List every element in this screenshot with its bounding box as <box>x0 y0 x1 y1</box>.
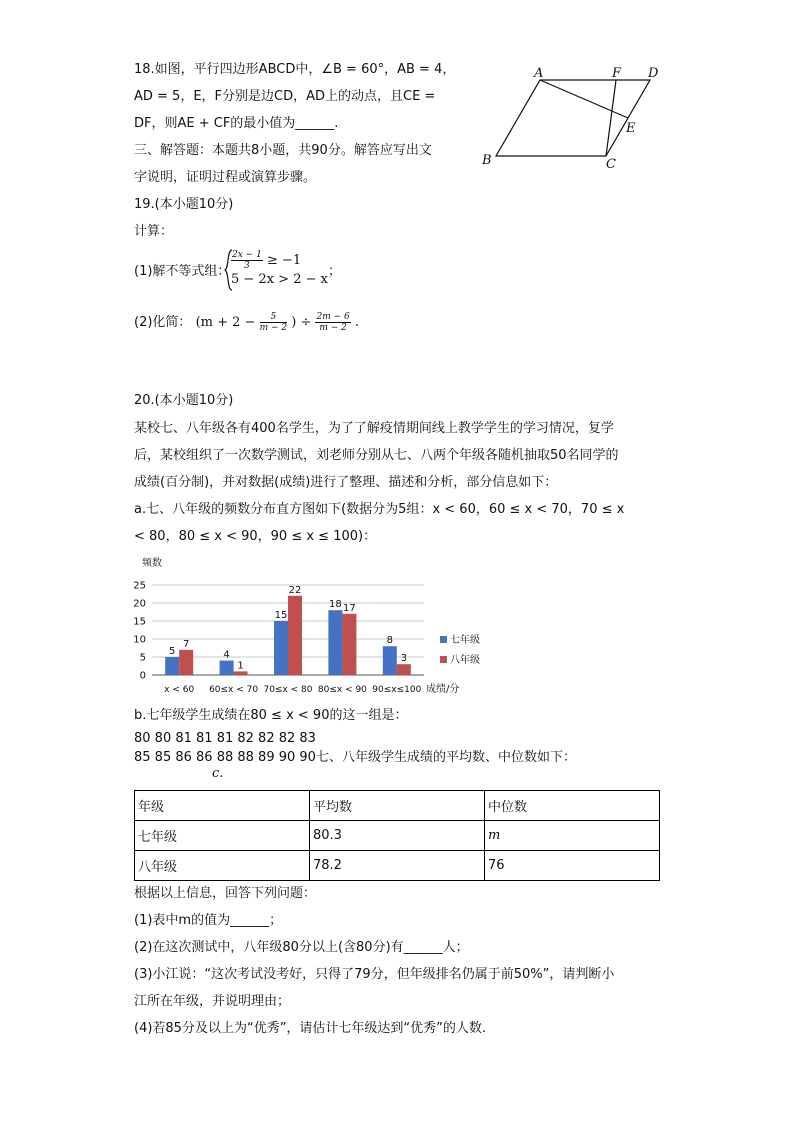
label-a: A <box>534 66 544 81</box>
table-cell: m <box>485 821 660 851</box>
q20-b-line-2-data: 85 85 86 86 88 88 89 90 90 <box>134 750 316 765</box>
bar <box>342 614 356 675</box>
stats-table <box>134 790 660 881</box>
q19-intro: 计算： <box>134 224 174 239</box>
label-d: D <box>648 66 659 81</box>
q20-c-intro: 七、八年级学生成绩的平均数、中位数如下： <box>315 750 576 765</box>
label-b: B <box>482 153 492 168</box>
table-cell: 七年级 <box>135 821 310 851</box>
bar <box>274 621 288 675</box>
bar-value-label: 4 <box>223 649 230 661</box>
bar <box>165 657 179 675</box>
bar-value-label: 1 <box>237 660 244 672</box>
y-tick-label: 20 <box>133 598 146 610</box>
q20-para-1: 某校七、八年级各有400名学生，为了了解疫情期间线上教学学生的学习情况，复学 <box>134 421 614 436</box>
q19-part2-expr-b: ) ÷ <box>291 315 312 330</box>
label-c: C <box>606 157 616 170</box>
q18-line-1: 18.如图，平行四边形ABCD中，∠B = 60°，AB = 4， <box>134 62 456 77</box>
bar-value-label: 5 <box>169 646 176 657</box>
table-cell: 八年级 <box>135 851 310 881</box>
legend-label: 八年级 <box>450 655 480 666</box>
bar <box>397 664 411 675</box>
x-tick-label: 80≤x < 90 <box>317 685 367 695</box>
y-tick-label: 10 <box>133 634 146 646</box>
table-header-cell: 中位数 <box>485 791 660 821</box>
bar-value-label: 3 <box>400 653 407 665</box>
segment-cf <box>606 80 616 156</box>
bar-value-label: 17 <box>343 602 356 614</box>
q19-fraction-2: $\frac{2m - 6}{m - 2}$ <box>316 312 350 333</box>
q20-info-b-line-2 <box>134 750 576 766</box>
q20-question-3a: (3)小江说：“这次考试没考好，只得了79分，但年级排名仍属于前50%”，请判断小 <box>134 967 615 982</box>
table-cell: 78.2 <box>310 851 485 881</box>
table-row <box>135 851 660 881</box>
x-tick-label: 70≤x < 80 <box>263 685 313 695</box>
x-tick-label: 60≤x < 70 <box>209 685 259 695</box>
q20-para-2: 后，某校组织了一次数学测试，刘老师分别从七、八两个年级各随机抽取50名同学的 <box>134 448 619 463</box>
bar <box>220 661 234 675</box>
bar <box>383 646 397 675</box>
bar <box>288 596 302 675</box>
bar-value-label: 7 <box>183 638 190 650</box>
q19-header: 19.(本小题10分) <box>134 197 234 212</box>
legend-swatch <box>440 656 447 663</box>
ineq1-rest: ≥ −1 <box>266 253 302 268</box>
ineq2: 5 − 2x > 2 − x <box>231 272 328 287</box>
chart-xlabel: 成绩/分 <box>426 684 460 695</box>
q19-part2-expr-a: (m + 2 − <box>195 315 256 330</box>
q20-question-4: (4)若85分及以上为“优秀”，请估计七年级达到“优秀”的人数. <box>134 1021 487 1036</box>
table-header-row <box>135 791 660 821</box>
bar-value-label: 15 <box>274 610 288 621</box>
legend-label: 七年级 <box>450 635 480 646</box>
q20-para-3: 成绩(百分制)，并对数据(成绩)进行了整理、描述和分析，部分信息如下： <box>134 475 558 490</box>
x-tick-label: x < 60 <box>164 685 195 695</box>
y-tick-label: 15 <box>133 616 146 628</box>
chart-bars <box>165 596 411 675</box>
table-row <box>135 821 660 851</box>
y-tick-label: 25 <box>133 580 146 592</box>
bar-value-label: 22 <box>288 584 302 596</box>
table-cell: 80.3 <box>310 821 485 851</box>
table-header-cell: 年级 <box>135 791 310 821</box>
section3-line-2: 字说明，证明过程或演算步骤。 <box>134 170 317 185</box>
ineq1-fraction: $\frac{2x - 1}{3}$ <box>232 250 262 271</box>
q19-part2-end: . <box>354 315 360 330</box>
bar-value-label: 18 <box>329 599 342 611</box>
q20-header: 20.(本小题10分) <box>134 393 234 408</box>
bar <box>179 650 193 675</box>
q20-question-1: (1)表中m的值为______； <box>134 913 283 928</box>
q19-part1-end: ； <box>328 264 342 279</box>
bar <box>328 610 342 675</box>
q20-info-a-1: a.七、八年级的频数分布直方图如下(数据分为5组：x < 60，60 ≤ x < 70，70 ≤ x <box>134 502 625 517</box>
q20-question-2: (2)在这次测试中，八年级80分以上(含80分)有______人； <box>134 940 469 955</box>
x-tick-label: 90≤x≤100 <box>372 685 422 695</box>
parallelogram-figure <box>478 60 678 170</box>
frequency-histogram <box>118 552 498 702</box>
legend-swatch <box>440 636 447 643</box>
chart-ylabel: 频数 <box>142 558 162 569</box>
y-tick-label: 5 <box>139 652 146 664</box>
inequality-system <box>231 250 328 290</box>
y-tick-label: 0 <box>139 670 146 682</box>
label-f: F <box>612 66 622 81</box>
q18-line-3: DF，则AE + CF的最小值为______. <box>134 116 339 131</box>
table-cell: 76 <box>485 851 660 881</box>
bar-value-label: 8 <box>386 635 393 647</box>
section3-line-1: 三、解答题：本题共8小题，共90分。解答应写出文 <box>134 143 432 158</box>
q19-part2-label: (2)化简： <box>134 315 192 330</box>
q20-info-b-label: b.七年级学生成绩在80 ≤ x < 90的这一组是： <box>134 708 408 723</box>
label-e: E <box>626 121 636 136</box>
q19-part1-label: (1)解不等式组： <box>134 264 231 279</box>
chart-legend <box>440 633 480 666</box>
q20-question-3b: 江所在年级，并说明理由； <box>134 994 291 1009</box>
table-header-cell: 平均数 <box>310 791 485 821</box>
q19-part2 <box>134 312 359 334</box>
q18-line-2: AD = 5，E，F分别是边CD，AD上的动点，且CE = <box>134 89 436 104</box>
q20-c-label: c. <box>212 766 224 781</box>
q19-fraction-1: $\frac{5}{m - 2}$ <box>259 312 288 333</box>
q20-info-a-2: < 80，80 ≤ x < 90，90 ≤ x ≤ 100)： <box>134 529 377 544</box>
q20-after-table: 根据以上信息，回答下列问题： <box>134 886 317 901</box>
q20-info-b-line-1: 80 80 81 81 81 82 82 82 83 <box>134 731 316 746</box>
bar <box>234 671 248 675</box>
